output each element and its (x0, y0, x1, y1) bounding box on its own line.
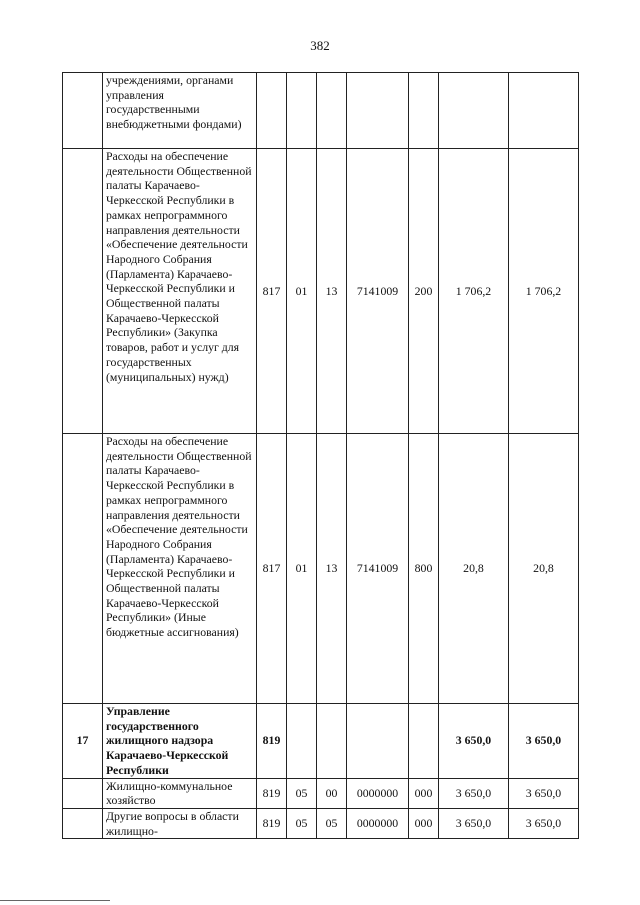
expense-type-cell: 200 (409, 149, 439, 434)
row-number-cell (63, 808, 103, 838)
subsection-code-cell: 13 (317, 149, 347, 434)
target-article-cell: 7141009 (347, 434, 409, 704)
expense-type-cell: 000 (409, 778, 439, 808)
row-number-cell: 17 (63, 704, 103, 779)
name-cell: учреждениями, органами управления государственными внебюджетными фондами) (103, 73, 257, 149)
section-code-cell (287, 704, 317, 779)
name-cell: Другие вопросы в области жилищно- (103, 808, 257, 838)
table-body (63, 73, 579, 839)
ministry-code-cell: 817 (257, 149, 287, 434)
section-code-cell (287, 73, 317, 149)
target-article-cell (347, 73, 409, 149)
subsection-code-cell: 00 (317, 778, 347, 808)
amount-1-cell: 3 650,0 (439, 778, 509, 808)
table-row (63, 73, 579, 149)
amount-2-cell: 1 706,2 (509, 149, 579, 434)
ministry-code-cell (257, 73, 287, 149)
name-cell: Управление государственного жилищного надзора Карачаево-Черкесской Республики (103, 704, 257, 779)
target-article-cell: 7141009 (347, 149, 409, 434)
amount-1-cell: 3 650,0 (439, 808, 509, 838)
expense-type-cell: 800 (409, 434, 439, 704)
ministry-code-cell: 817 (257, 434, 287, 704)
amount-1-cell: 3 650,0 (439, 704, 509, 779)
section-code-cell: 05 (287, 778, 317, 808)
subsection-code-cell (317, 73, 347, 149)
target-article-cell (347, 704, 409, 779)
footnote-rule (0, 900, 110, 901)
table-row (63, 149, 579, 434)
subsection-code-cell (317, 704, 347, 779)
target-article-cell: 0000000 (347, 808, 409, 838)
amount-1-cell: 20,8 (439, 434, 509, 704)
table-row (63, 704, 579, 779)
amount-1-cell: 1 706,2 (439, 149, 509, 434)
ministry-code-cell: 819 (257, 778, 287, 808)
page-number: 382 (310, 38, 330, 53)
row-number-cell (63, 73, 103, 149)
amount-2-cell: 3 650,0 (509, 778, 579, 808)
row-number-cell (63, 778, 103, 808)
ministry-code-cell: 819 (257, 704, 287, 779)
ministry-code-cell: 819 (257, 808, 287, 838)
amount-2-cell: 3 650,0 (509, 808, 579, 838)
amount-2-cell: 20,8 (509, 434, 579, 704)
subsection-code-cell: 05 (317, 808, 347, 838)
row-number-cell (63, 149, 103, 434)
target-article-cell: 0000000 (347, 778, 409, 808)
expense-type-cell: 000 (409, 808, 439, 838)
amount-2-cell: 3 650,0 (509, 704, 579, 779)
amount-2-cell (509, 73, 579, 149)
section-code-cell: 01 (287, 434, 317, 704)
name-cell: Жилищно-коммунальное хозяйство (103, 778, 257, 808)
subsection-code-cell: 13 (317, 434, 347, 704)
expense-type-cell (409, 704, 439, 779)
amount-1-cell (439, 73, 509, 149)
name-cell: Расходы на обеспечение деятельности Общественной палаты Карачаево-Черкесской Республики в рамках непрограммного направления деятельности «Обеспечение деятельности Народного Собрания (Парламента) Карачаево-Черкесской Республики и Общественной палаты Карачаево-Черкесской Республики» (Иные бюджетные ассигнования) (103, 434, 257, 704)
name-cell: Расходы на обеспечение деятельности Общественной палаты Карачаево-Черкесской Республики в рамках непрограммного направления деятельности «Обеспечение деятельности Народного Собрания (Парламента) Карачаево-Черкесской Республики и Общественной палаты Карачаево-Черкесской Республики» (Закупка товаров, работ и услуг для государственных (муниципальных) нужд) (103, 149, 257, 434)
table-row (63, 778, 579, 808)
table-row (63, 434, 579, 704)
budget-table (62, 72, 579, 839)
section-code-cell: 01 (287, 149, 317, 434)
expense-type-cell (409, 73, 439, 149)
section-code-cell: 05 (287, 808, 317, 838)
table-row (63, 808, 579, 838)
row-number-cell (63, 434, 103, 704)
